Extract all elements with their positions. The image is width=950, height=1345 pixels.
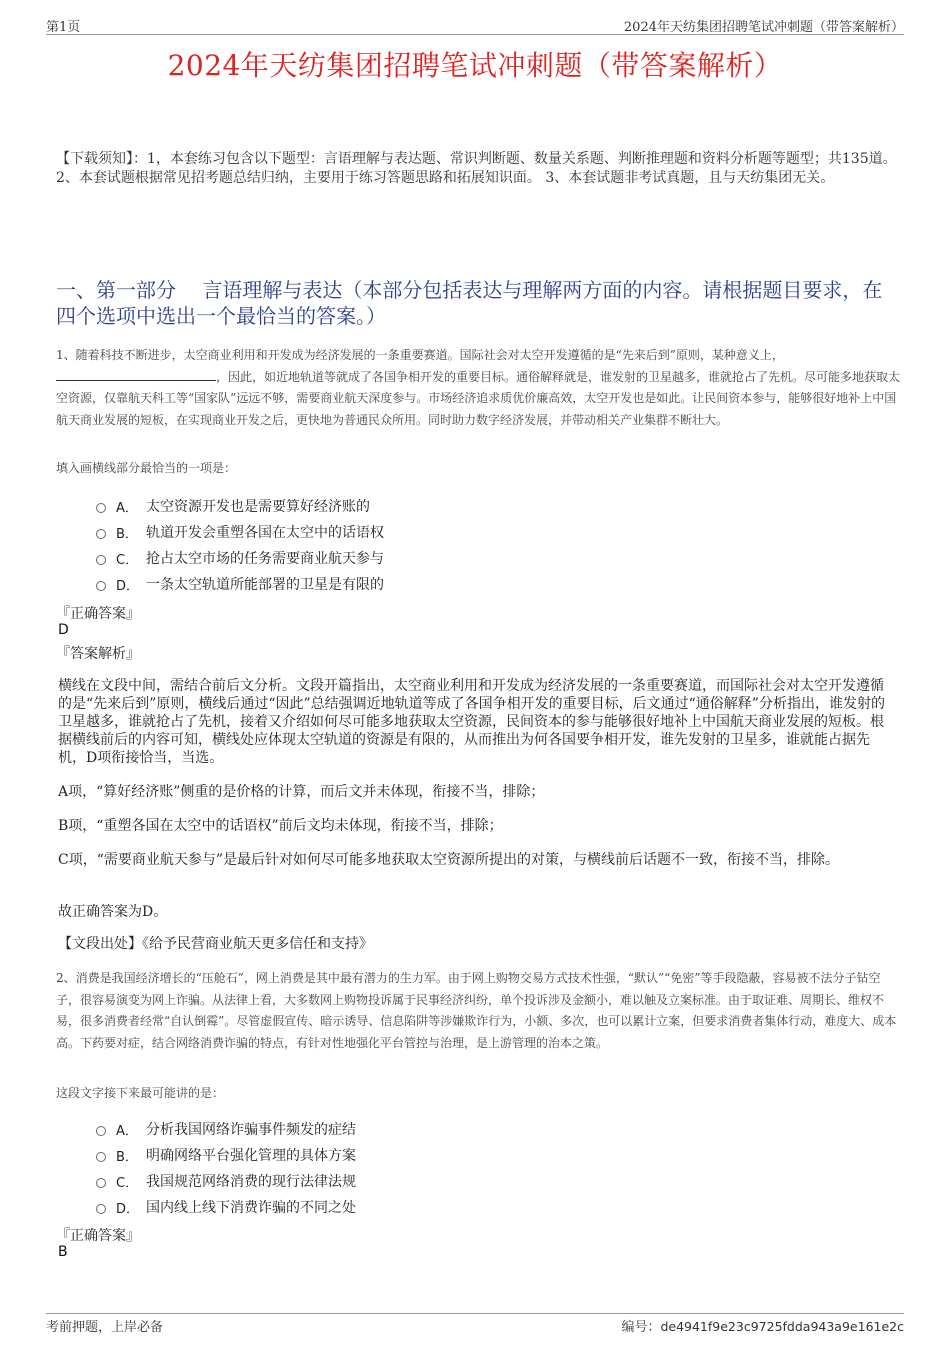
radio-icon[interactable] [96,1126,106,1136]
footer-code [621,1316,904,1335]
radio-icon[interactable] [96,1152,106,1162]
option-key: C． [116,1175,139,1191]
option-text: 分析我国网络诈骗事件频发的症结 [146,1122,356,1138]
option-text: 国内线上线下消费诈骗的不同之处 [146,1200,356,1216]
q1-stem [56,345,902,431]
radio-icon[interactable] [96,1178,106,1188]
option-key: B． [116,526,138,542]
radio-icon[interactable] [96,555,106,565]
q1-blank [56,368,216,381]
q1-stem-after: ，因此，如近地轨道等就成了各国争相开发的重要目标。通俗解释就是，谁发射的卫星越多，谁就抢占了先机。尽可能多地获取太空资源，仅靠航天科工等“国家队”远远不够，需要商业航天深度参与。市场经济追求质优价廉高效，太空开发也是如此。让民间资本参与，能够很好地补上中国航天商业发展的短板，在实现商业开发之后，更快地为普通民众所用。同时助力数字经济发展，并带动相关产业集群不断壮大。 [56,369,901,427]
radio-icon[interactable] [96,1204,106,1214]
q2-option-c[interactable] [96,1168,876,1194]
q1-option-a[interactable] [96,493,876,519]
option-text: 明确网络平台强化管理的具体方案 [146,1148,356,1164]
option-key: A． [116,500,138,516]
radio-icon[interactable] [96,581,106,591]
q1-analysis-label: 『答案解析』 [56,646,140,662]
q2-stem: 2、消费是我国经济增长的“压舱石”，网上消费是其中最有潜力的生力军。由于网上购物交易方式技术性强，“默认”“免密”等手段隐蔽，容易被不法分子钻空子，很容易演变为网上诈骗。从法律上看，大多数网上购物投诉属于民事经济纠纷，单个投诉涉及金额小，难以触及立案标准。由于取证难、周期长、维权不易，很多消费者经常“自认倒霉”。尽管虚假宣传、暗示诱导、信息陷阱等涉嫌欺诈行为，小额、多次，也可以累计立案，但要求消费者集体行动，难度大、成本高。下药要对症，结合网络消费诈骗的特点，有针对性地强化平台管控与治理，是上游管理的治本之策。 [56,971,897,1050]
section-title: 一、第一部分 言语理解与表达（本部分包括表达与理解两方面的内容。请根据题目要求，在四个选项中选出一个最恰当的答案。） [56,278,883,328]
radio-icon[interactable] [96,503,106,513]
q1-analysis-b: B项，“重塑各国在太空中的话语权”前后文均未体现，衔接不当，排除； [58,818,503,834]
q1-prompt: 填入画横线部分最恰当的一项是： [56,461,237,475]
q2-answer-label: 『正确答案』 [56,1228,140,1244]
q2-answer: B [58,1244,68,1260]
q2-option-a[interactable] [96,1116,876,1142]
option-text: 我国规范网络消费的现行法律法规 [146,1174,356,1190]
q1-analysis-main: 横线在文段中间，需结合前后文分析。文段开篇指出，太空商业利用和开发成为经济发展的一条重要赛道，而国际社会对太空开发遵循的是“先来后到”原则，横线后通过“因此”总结强调近地轨道等成了各国争相开发的重要目标，后文通过“通俗解释”分析指出，谁发射的卫星越多，谁就抢占了先机，接着又介绍如何尽可能多地获取太空资源，民间资本的参与能够很好地补上中国航天商业发展的短板。根据横线前后的内容可知，横线处应体现太空轨道的资源是有限的，从而推出为何各国要争相开发，谁先发射的卫星多，谁就能占据先机，D项衔接恰当，当选。 [58,678,885,766]
option-text: 轨道开发会重塑各国在太空中的话语权 [146,525,384,541]
option-text: 抢占太空市场的任务需要商业航天参与 [146,551,384,567]
option-text: 太空资源开发也是需要算好经济账的 [146,499,370,515]
q2-option-d[interactable] [96,1194,876,1220]
q2-prompt: 这段文字接下来最可能讲的是： [56,1086,225,1100]
option-key: C． [116,552,139,568]
option-key: D． [116,1201,140,1217]
q1-option-d[interactable] [96,571,876,597]
download-notice: 【下载须知】：1，本套练习包含以下题型：言语理解与表达题、常识判断题、数量关系题、判断推理题和资料分析题等题型；共135道。 2、本套试题根据常见招考题总结归纳，主要用于练习答题思路和拓展知识面。 3、本套试题非考试真题，且与天纺集团无关。 [56,151,897,186]
page-footer [46,1313,904,1334]
option-text: 一条太空轨道所能部署的卫星是有限的 [146,577,384,593]
header-doc-title: 2024年天纺集团招聘笔试冲刺题（带答案解析） [623,20,904,35]
q2-options [96,1116,876,1220]
q1-option-b[interactable] [96,519,876,545]
footer-code-value: de4941f9e23c9725fdda943a9e161e2c [660,1319,904,1334]
option-key: B． [116,1149,138,1165]
document-title: 2024年天纺集团招聘笔试冲刺题（带答案解析） [167,49,783,82]
q1-answer-label: 『正确答案』 [56,606,140,622]
footer-code-label: 编号： [621,1320,661,1335]
q1-analysis-c: C项，“需要商业航天参与”是最后针对如何尽可能多地获取太空资源所提出的对策，与横线前后话题不一致，衔接不当，排除。 [58,852,840,868]
q2-option-b[interactable] [96,1142,876,1168]
q1-analysis-a: A项，“算好经济账”侧重的是价格的计算，而后文并未体现，衔接不当，排除； [58,784,545,800]
page-number: 第1页 [46,20,81,35]
radio-icon[interactable] [96,529,106,539]
q1-analysis-conclusion: 故正确答案为D。 [58,904,168,920]
q1-stem-before: 1、随着科技不断进步，太空商业利用和开发成为经济发展的一条重要赛道。国际社会对太空开发遵循的是“先来后到”原则，某种意义上， [56,348,784,362]
q1-option-c[interactable] [96,545,876,571]
option-key: A． [116,1123,138,1139]
page-header [46,14,904,35]
option-key: D． [116,578,140,594]
q1-options [96,493,876,597]
q1-source: 【文段出处】《给予民营商业航天更多信任和支持》 [58,936,373,952]
footer-slogan: 考前押题，上岸必备 [46,1320,164,1335]
q1-answer: D [58,622,69,638]
